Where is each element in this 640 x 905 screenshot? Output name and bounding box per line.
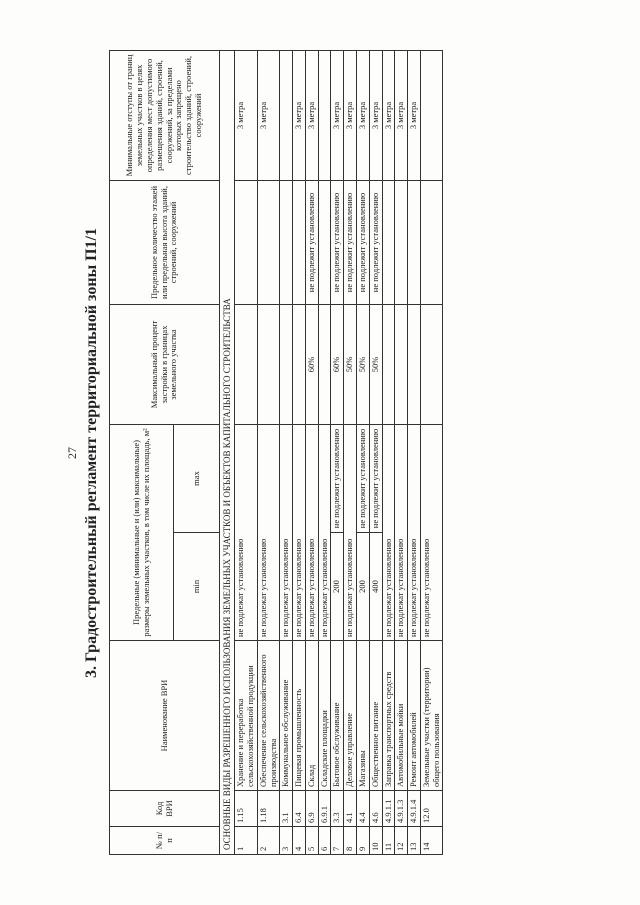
cell-name: Автомобильные мойки [395,641,408,791]
cell-pct: 50% [369,304,382,424]
cell-name: Пищевая промышленность [293,641,306,791]
cell-setback: 3 метра [331,50,344,180]
cell-size: не подлежат установлению [257,424,280,640]
header-max: max [174,424,220,532]
cell-pct [408,304,421,424]
cell-code: 3.1 [280,791,293,827]
header-floors: Предельное количество этажей или предельная высота зданий, строений, сооружений [110,180,220,304]
cell-setback: 3 метра [257,50,280,180]
header-build-pct: Максимальный процент застройки в границах земельного участка [110,304,220,424]
cell-setback: 3 метра [408,50,421,180]
cell-name: Бытовое обслуживание [331,641,344,791]
cell-setback: 3 метра [395,50,408,180]
cell-setback: 3 метра [344,50,357,180]
cell-code: 6.9.1 [318,791,331,827]
cell-code: 4.9.1.3 [395,791,408,827]
cell-pct: 50% [344,304,357,424]
section-title: ОСНОВНЫЕ ВИДЫ РАЗРЕШЕННОГО ИСПОЛЬЗОВАНИЯ ЗЕМЕЛЬНЫХ УЧАСТКОВ И ОБЪЕКТОВ КАПИТАЛЬНОГО СТРОИТЕЛЬСТВА [220,50,235,854]
cell-name: Ремонт автомобилей [408,641,421,791]
cell-n: 11 [382,827,395,855]
cell-setback: 3 метра [293,50,306,180]
cell-name: Коммунальное обслуживание [280,641,293,791]
cell-code: 1.18 [257,791,280,827]
cell-setback: 3 метра [382,50,395,180]
cell-name: Деловое управление [344,641,357,791]
cell-pct [293,304,306,424]
cell-size: не подлежат установлению [280,424,293,640]
cell-n: 14 [420,827,443,855]
cell-n: 8 [344,827,357,855]
cell-floors: не подлежит установлению [369,180,382,304]
table-row [344,50,357,854]
cell-size: не подлежат установлению [235,424,258,640]
cell-floors [408,180,421,304]
table-row [382,50,395,854]
table-row [318,50,331,854]
cell-pct [382,304,395,424]
cell-max: не подлежит установлению [331,424,344,532]
cell-name: Общественное питание [369,641,382,791]
cell-code: 3.3 [331,791,344,827]
cell-name: Заправка транспортных средств [382,641,395,791]
cell-code: 4.6 [369,791,382,827]
cell-setback [318,50,331,180]
cell-pct [420,304,443,424]
cell-n: 10 [369,827,382,855]
cell-n: 9 [357,827,370,855]
header-setback: Минимальные отступы от границ земельных участков в целях определения мест допустимого размещения зданий, строений, сооружений, за пределами которых запрещено строительство зданий, строений, сооружений [110,50,220,180]
cell-setback: 3 метра [235,50,258,180]
table-row [305,50,318,854]
page-number: 27 [65,447,79,459]
cell-size: не подлежат установлению [382,424,395,640]
cell-name: Магазины [357,641,370,791]
cell-pct [318,304,331,424]
cell-setback: 3 метра [369,50,382,180]
cell-pct [395,304,408,424]
cell-size: не подлежат установлению [344,424,357,640]
cell-n: 4 [293,827,306,855]
cell-floors: не подлежит установлению [305,180,318,304]
cell-name: Обеспечение сельскохозяйственного производства [257,641,280,791]
cell-floors [382,180,395,304]
cell-n: 3 [280,827,293,855]
cell-pct: 60% [305,304,318,424]
cell-name: Складские площадки [318,641,331,791]
cell-n: 5 [305,827,318,855]
page-title: 3. Градостроительный регламент территориальной зоны П1/1 [83,228,100,678]
cell-size: не подлежат установлению [318,424,331,640]
table-row [293,50,306,854]
cell-code: 4.9.1.4 [408,791,421,827]
cell-setback: 3 метра [305,50,318,180]
cell-n: 7 [331,827,344,855]
cell-max: не подлежит установлению [357,424,370,532]
cell-code: 6.9 [305,791,318,827]
cell-size: не подлежат установлению [395,424,408,640]
cell-floors [293,180,306,304]
cell-setback: 3 метра [357,50,370,180]
cell-floors [420,180,443,304]
cell-max: не подлежит установлению [369,424,382,532]
table-row [395,50,408,854]
cell-pct [235,304,258,424]
cell-floors: не подлежит установлению [357,180,370,304]
table-row [357,50,370,854]
cell-n: 12 [395,827,408,855]
cell-n: 1 [235,827,258,855]
cell-code: 4.1 [344,791,357,827]
cell-name: Земельные участки (территории) общего пользования [420,641,443,791]
rotated-content [65,51,615,855]
cell-name: Хранение и переработка сельскохозяйственной продукции [235,641,258,791]
header-size: Предельные (минимальные и (или) максимальные) размеры земельных участков, в том числе их площадь, м² [110,424,174,640]
cell-code: 1.15 [235,791,258,827]
cell-name: Склад [305,641,318,791]
cell-size: не подлежат установлению [293,424,306,640]
header-min: min [174,533,220,641]
cell-code: 4.4 [357,791,370,827]
cell-n: 13 [408,827,421,855]
table-row [235,50,258,854]
cell-pct: 50% [357,304,370,424]
cell-floors: не подлежит установлению [344,180,357,304]
cell-floors: не подлежит установлению [331,180,344,304]
table-row [408,50,421,854]
cell-min: 200 [357,533,370,641]
cell-code: 4.9.1.1 [382,791,395,827]
table-row [369,50,382,854]
cell-floors [235,180,258,304]
cell-setback [420,50,443,180]
cell-n: 6 [318,827,331,855]
header-num: № п/п [110,827,220,855]
table-row [420,50,443,854]
cell-min: 200 [331,533,344,641]
cell-size: не подлежат установлению [408,424,421,640]
cell-n: 2 [257,827,280,855]
cell-floors [395,180,408,304]
cell-code: 6.4 [293,791,306,827]
header-code: Код ВРИ [110,791,220,827]
cell-floors [257,180,280,304]
cell-min: 400 [369,533,382,641]
table-row [257,50,280,854]
table-row [280,50,293,854]
table-row [331,50,344,854]
cell-size: не подлежат установлению [420,424,443,640]
regulation-table [109,50,443,855]
cell-floors [280,180,293,304]
cell-pct [257,304,280,424]
cell-code: 12.0 [420,791,443,827]
cell-setback [280,50,293,180]
cell-size: не подлежат установлению [305,424,318,640]
header-name: Наименование ВРИ [110,641,220,791]
cell-pct: 60% [331,304,344,424]
cell-floors [318,180,331,304]
cell-pct [280,304,293,424]
